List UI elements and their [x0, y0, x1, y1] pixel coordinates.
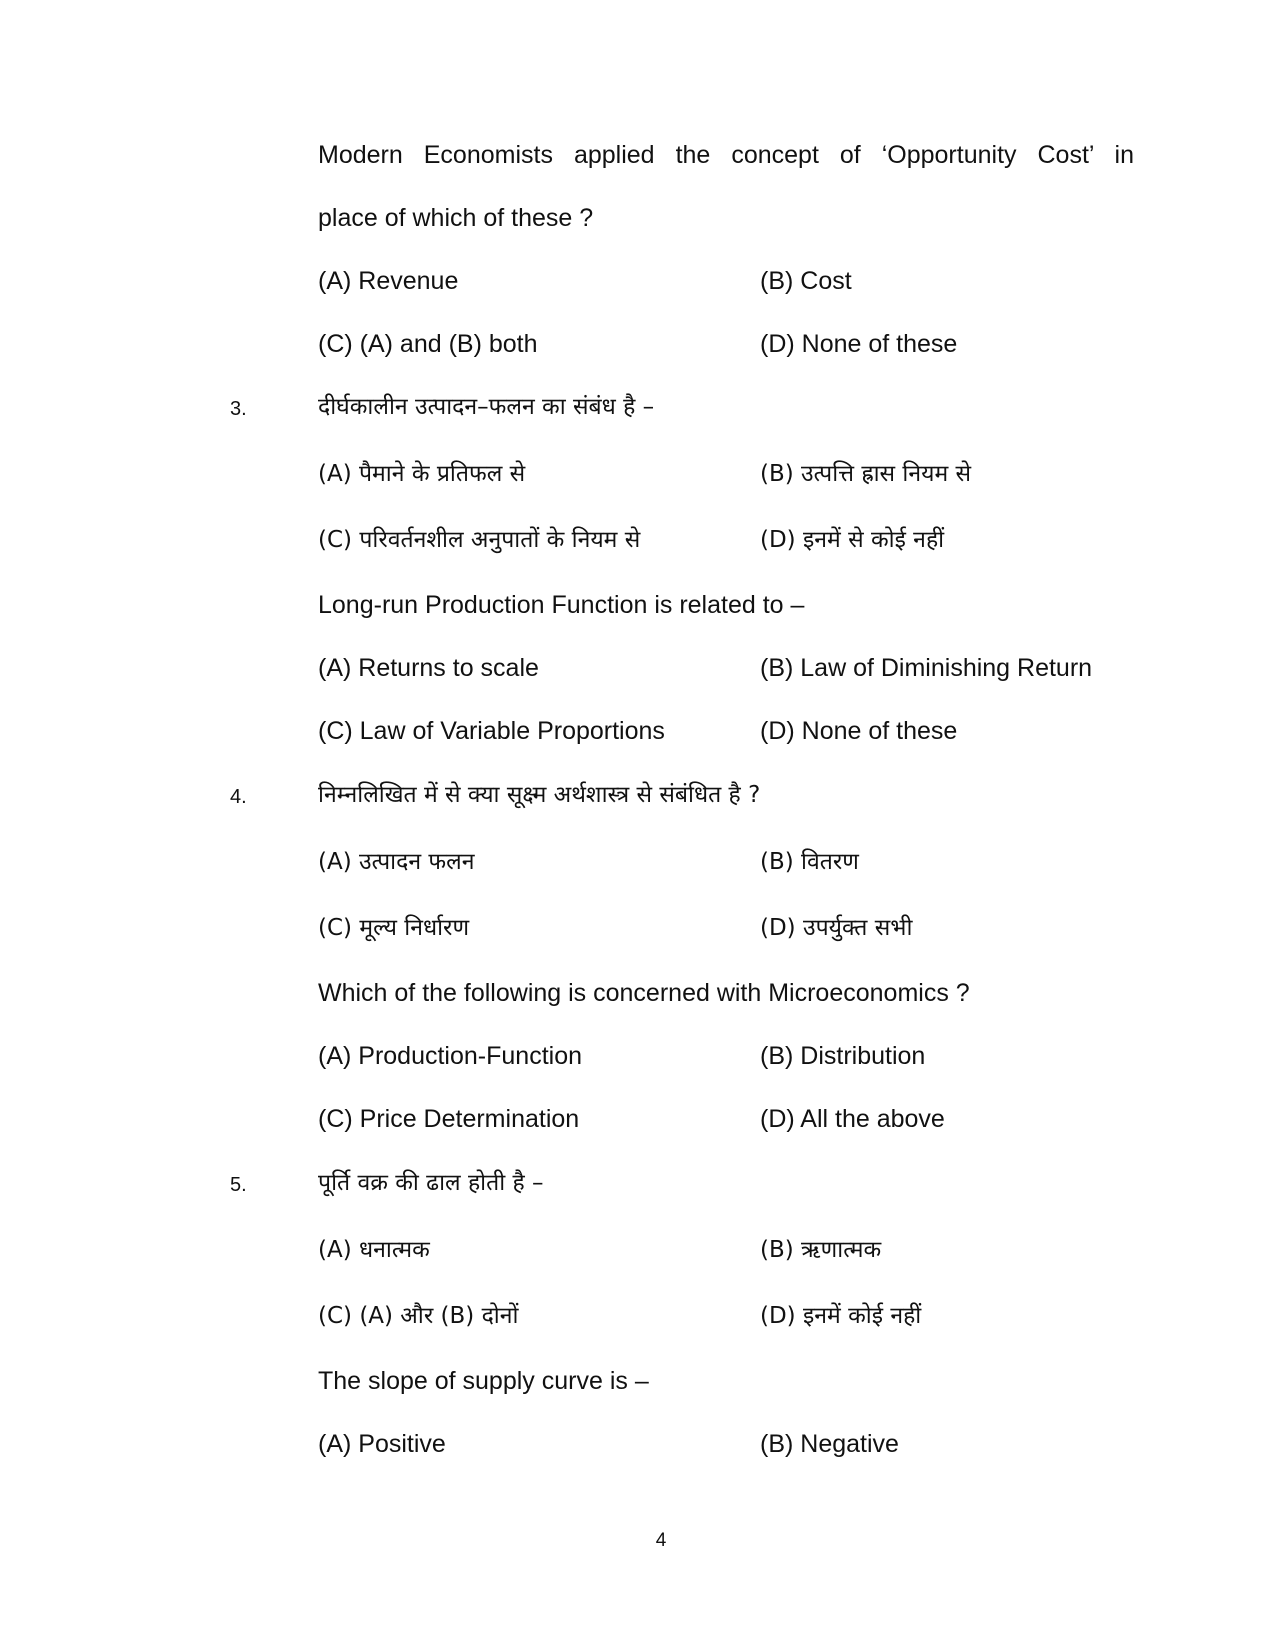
- q3-number: 3.: [230, 398, 247, 420]
- q2-option-c: (C) (A) and (B) both: [318, 330, 538, 358]
- q3-option-d: (D) None of these: [760, 717, 958, 745]
- q5-option-b-hindi-text: (B) ऋणात्मक: [760, 1237, 882, 1263]
- q4-question-english: Which of the following is concerned with Microeconomics ?: [318, 979, 970, 1007]
- q5-number: 5.: [230, 1174, 247, 1196]
- q4-option-a-hindi-text: (A) उत्पादन फलन: [318, 849, 475, 875]
- q3-option-c: (C) Law of Variable Proportions: [318, 717, 665, 745]
- q3-option-a: (A) Returns to scale: [318, 654, 539, 682]
- q5-option-d-hindi-text: (D) इनमें कोई नहीं: [760, 1303, 922, 1329]
- q4-option-d: (D) All the above: [760, 1105, 945, 1133]
- q5-option-c-hindi: [318, 1300, 518, 1331]
- q3-option-b-hindi-text: (B) उत्पत्ति ह्रास नियम से: [760, 461, 972, 487]
- q5-option-d-hindi: [760, 1300, 921, 1331]
- q3-option-c-hindi-text: (C) परिवर्तनशील अनुपातों के नियम से: [318, 527, 641, 553]
- q5-question-hindi: पूर्ति वक्र की ढाल होती है –: [318, 1170, 544, 1196]
- q3-question-english: Long-run Production Function is related to –: [318, 591, 805, 619]
- q4-option-c-hindi: [318, 912, 469, 943]
- q2-option-d: (D) None of these: [760, 330, 958, 358]
- q5-question-english: The slope of supply curve is –: [318, 1367, 649, 1395]
- q3-option-a-hindi: [318, 458, 525, 489]
- q3-question-hindi: दीर्घकालीन उत्पादन–फलन का संबंध है –: [318, 394, 655, 420]
- q5-option-a-hindi: [318, 1234, 430, 1265]
- q4-option-b: (B) Distribution: [760, 1042, 926, 1070]
- q3-option-d-hindi: [760, 524, 944, 555]
- q4-option-a-hindi: [318, 846, 475, 877]
- q4-option-c-hindi-text: (C) मूल्य निर्धारण: [318, 915, 470, 941]
- q5-option-a-hindi-text: (A) धनात्मक: [318, 1237, 430, 1263]
- q4-option-c: (C) Price Determination: [318, 1105, 580, 1133]
- q4-number: 4.: [230, 786, 247, 808]
- q4-option-b-hindi: [760, 846, 859, 877]
- q3-option-c-hindi: [318, 524, 640, 555]
- q2-question-line-1: Modern Economists applied the concept of ‘Opportunity Cost’ in: [318, 141, 1134, 169]
- q5-option-a: (A) Positive: [318, 1430, 446, 1458]
- q4-option-d-hindi: [760, 912, 912, 943]
- q2-question-line-2: place of which of these ?: [318, 204, 594, 232]
- q5-option-c-hindi-text: (C) (A) और (B) दोनों: [318, 1303, 519, 1329]
- q4-option-a: (A) Production-Function: [318, 1042, 583, 1070]
- q4-option-b-hindi-text: (B) वितरण: [760, 849, 859, 875]
- q5-option-b: (B) Negative: [760, 1430, 899, 1458]
- page-number: 4: [655, 1530, 667, 1551]
- q4-option-d-hindi-text: (D) उपर्युक्त सभी: [760, 915, 913, 941]
- q3-option-b-hindi: [760, 458, 971, 489]
- q5-option-b-hindi: [760, 1234, 881, 1265]
- q3-option-d-hindi-text: (D) इनमें से कोई नहीं: [760, 527, 945, 553]
- q2-option-a: (A) Revenue: [318, 267, 459, 295]
- q4-question-hindi: निम्नलिखित में से क्या सूक्ष्म अर्थशास्त्र से संबंधित है ?: [318, 782, 761, 808]
- q3-option-b: (B) Law of Diminishing Return: [760, 654, 1093, 682]
- q3-option-a-hindi-text: (A) पैमाने के प्रतिफल से: [318, 461, 526, 487]
- q2-option-b: (B) Cost: [760, 267, 852, 295]
